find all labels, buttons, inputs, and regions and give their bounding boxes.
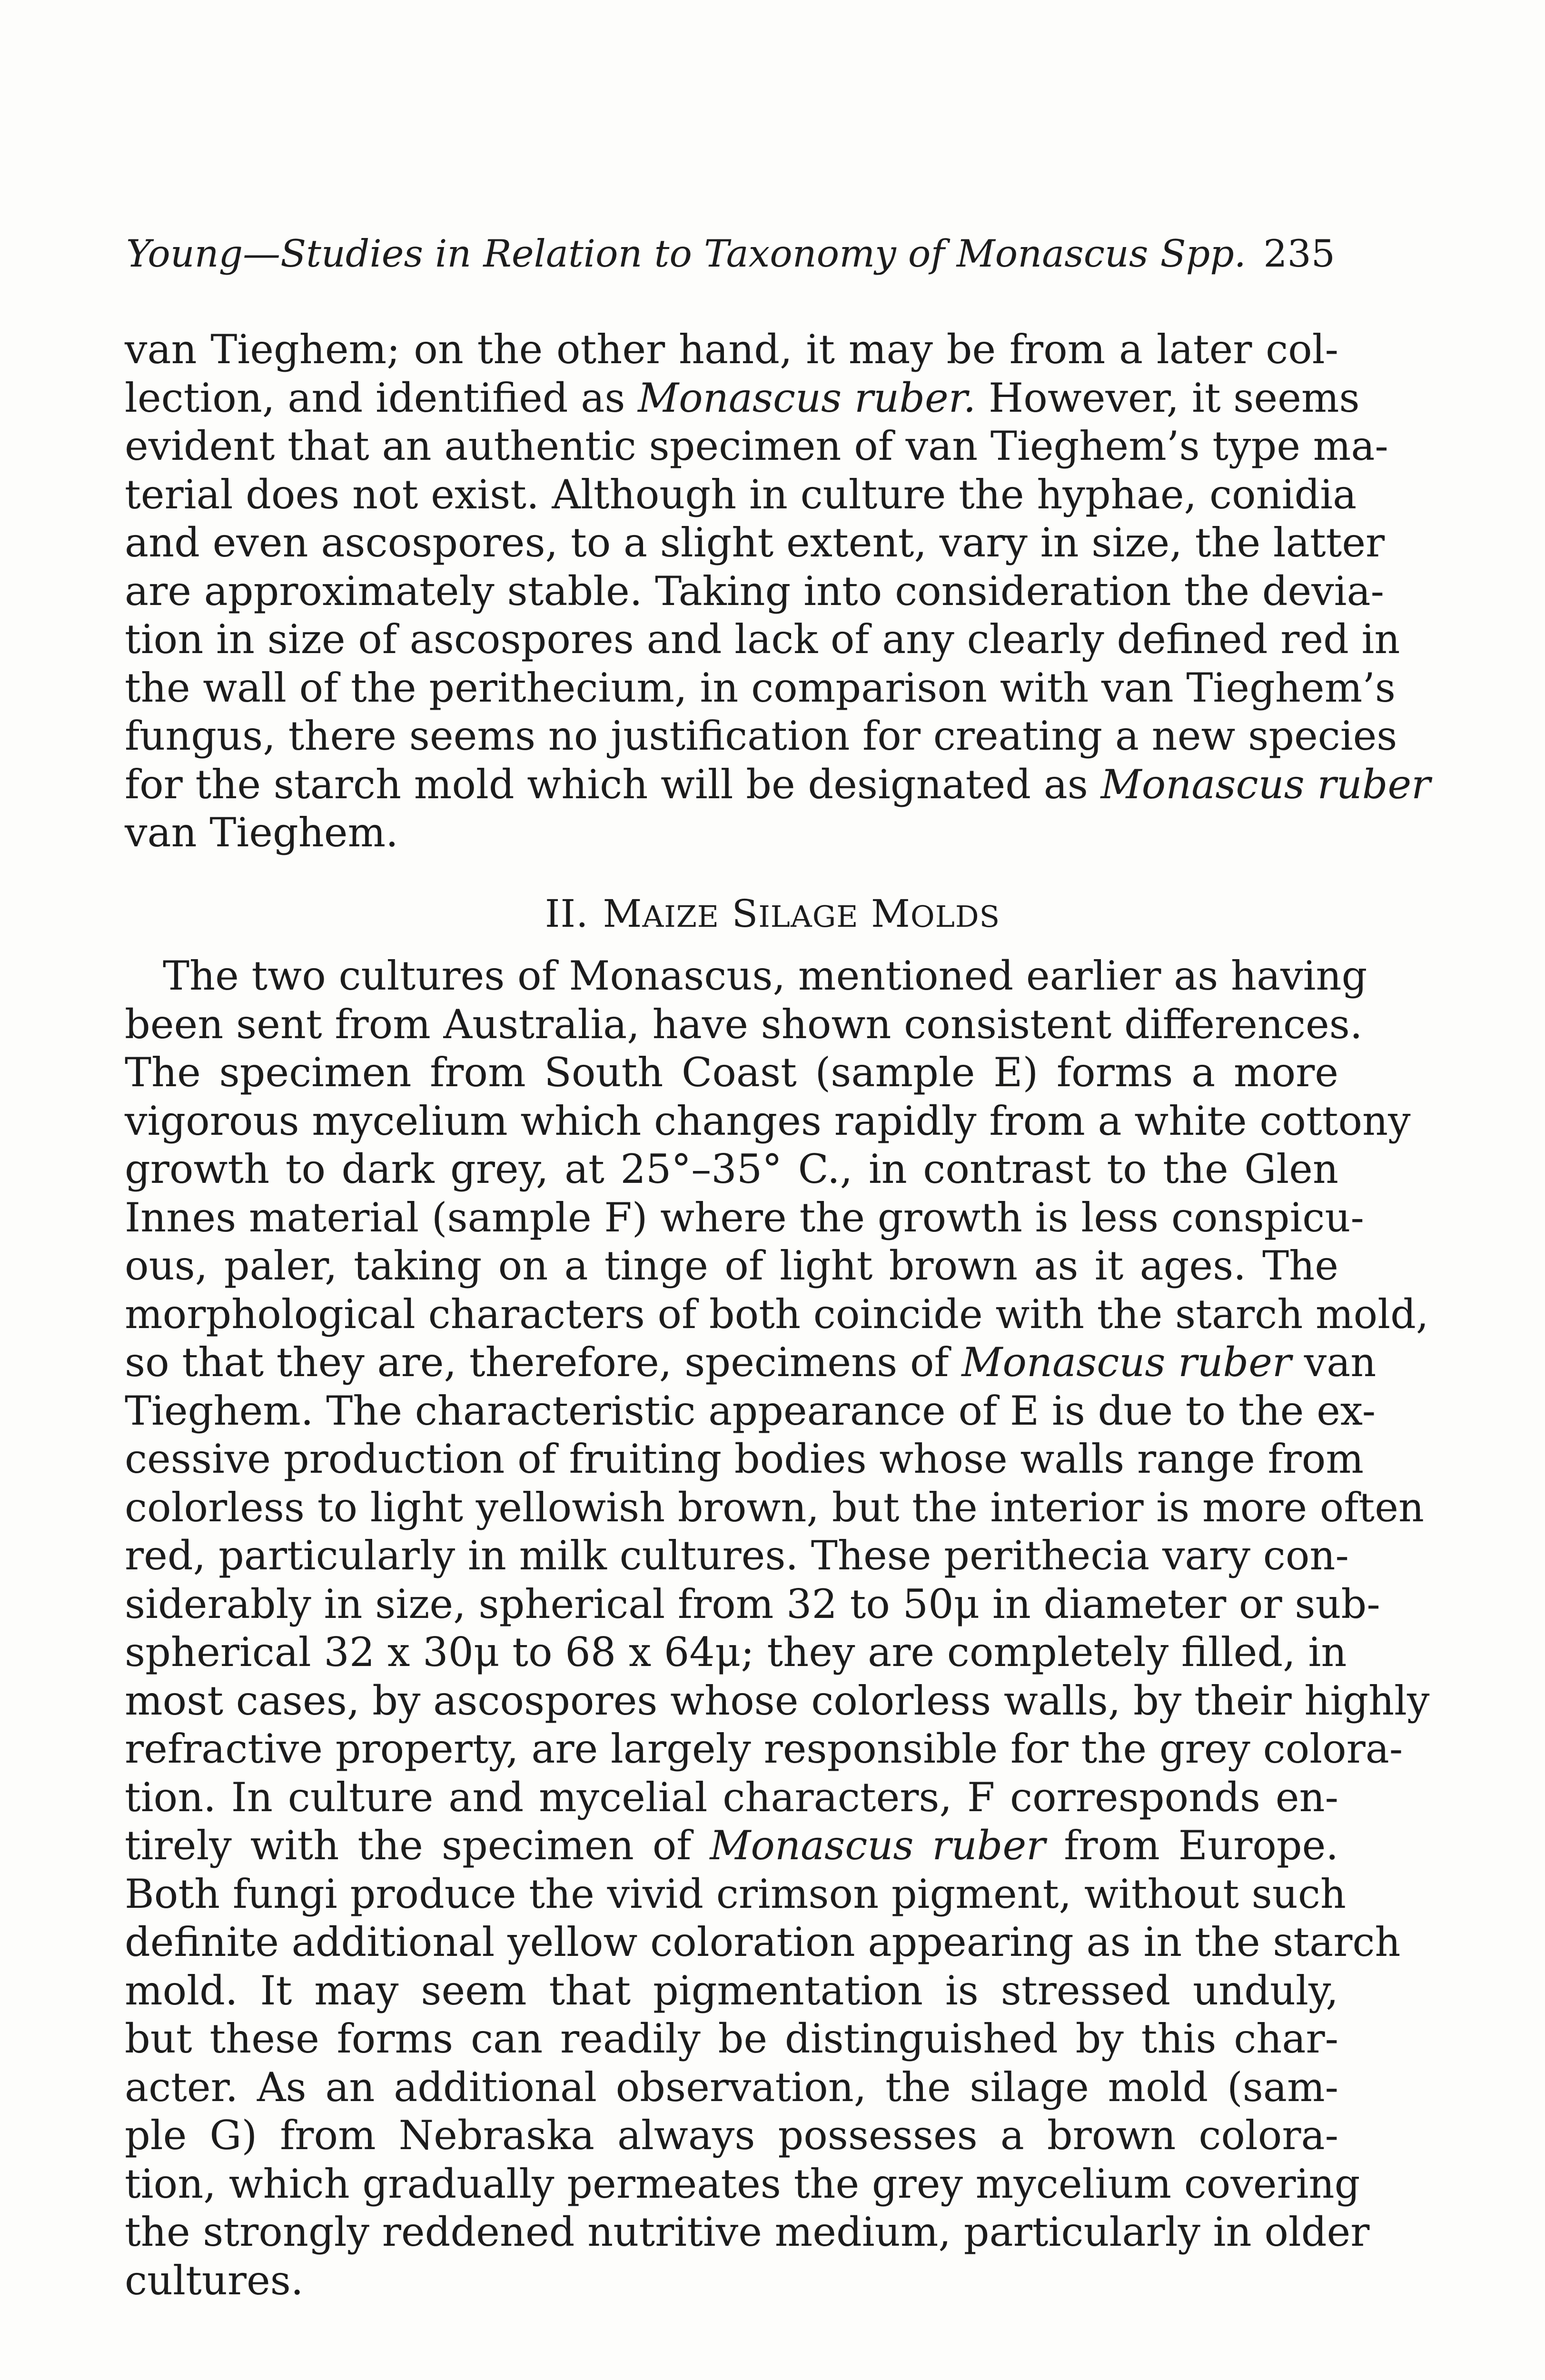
text-line <box>125 761 1431 809</box>
text-line <box>125 1774 1338 1822</box>
text-run: lection, and identified as <box>125 374 638 421</box>
text-line <box>125 664 1396 713</box>
text-line <box>125 1387 1376 1436</box>
text-run: spherical 32 x 30μ to 68 x 64μ; they are completely filled, in <box>125 1629 1347 1676</box>
text-line <box>125 374 1360 423</box>
text-run: tion in size of ascospores and lack of any clearly defined red in <box>125 616 1400 663</box>
section-heading <box>0 888 1545 943</box>
text-run: cultures. <box>125 2257 304 2304</box>
text-run: tion, which gradually permeates the grey mycelium covering <box>125 2160 1360 2207</box>
text-line <box>125 2160 1360 2209</box>
text-line <box>125 2015 1338 2063</box>
text-line <box>125 615 1400 664</box>
text-line <box>125 1967 1338 2015</box>
text-run: fungus, there seems no justification for creating a new species <box>125 713 1397 759</box>
text-run: evident that an authentic specimen of van Tieghem’s type ma- <box>125 423 1388 469</box>
text-run: most cases, by ascospores whose colorless walls, by their highly <box>125 1677 1430 1724</box>
text-run: morphological characters of both coincide with the starch mold, <box>125 1290 1429 1338</box>
text-run: ple G) from Nebraska always possesses a brown colora- <box>125 2112 1338 2159</box>
text-line <box>125 1677 1430 1726</box>
text-line <box>125 1049 1338 1097</box>
text-run: ous, paler, taking on a tinge of light brown as it ages. The <box>125 1242 1338 1289</box>
text-run: definite additional yellow coloration appearing as in the starch <box>125 1919 1401 1965</box>
text-line <box>125 1242 1338 1290</box>
text-run: siderably in size, spherical from 32 to 50μ in diameter or sub- <box>125 1580 1380 1627</box>
text-line <box>125 1918 1401 1967</box>
paragraph-2 <box>125 952 1430 2305</box>
text-run: red, particularly in milk cultures. These perithecia vary con- <box>125 1532 1349 1579</box>
text-run: and even ascospores, to a slight extent, vary in size, the latter <box>125 519 1385 566</box>
text-line <box>125 1194 1364 1242</box>
text-run: growth to dark grey, at 25°–35° C., in contrast to the Glen <box>125 1146 1338 1192</box>
text-line <box>125 1339 1377 1387</box>
text-line <box>125 712 1397 761</box>
text-run: refractive property, are largely responsible for the grey colora- <box>125 1726 1403 1772</box>
text-run: vigorous mycelium which changes rapidly from a white cottony <box>125 1097 1411 1144</box>
text-line <box>125 2063 1338 2112</box>
text-line <box>125 471 1357 519</box>
page-number: 235 <box>1263 232 1335 276</box>
running-head <box>126 228 1335 280</box>
italic-species-name: Monascus ruber <box>1100 761 1431 808</box>
section-title: MAIZE SILAGE MOLDS <box>603 892 1000 936</box>
text-run: Tieghem. The characteristic appearance of E is due to the ex- <box>125 1387 1376 1434</box>
text-run: van <box>1291 1339 1377 1386</box>
text-run: tirely with the specimen of <box>125 1822 710 1869</box>
text-line <box>125 1628 1347 1677</box>
text-run: from Europe. <box>1045 1822 1339 1869</box>
text-run: the strongly reddened nutritive medium, particularly in older <box>125 2209 1370 2255</box>
text-run: van Tieghem. <box>125 809 398 856</box>
text-line <box>125 1532 1349 1580</box>
running-head-title: Young—Studies in Relation to Taxonomy of Monascus Spp. <box>126 232 1246 276</box>
text-run: The two cultures of Monascus, mentioned earlier as having <box>163 952 1367 999</box>
text-line <box>125 326 1338 374</box>
text-line <box>125 422 1388 471</box>
text-run: are approximately stable. Taking into consideration the devia- <box>125 567 1384 615</box>
text-run: van Tieghem; on the other hand, it may be from a later col- <box>125 326 1338 373</box>
paragraph-1 <box>125 326 1431 857</box>
italic-species-name: Monascus ruber <box>961 1339 1292 1386</box>
text-run: terial does not exist. Although in culture the hyphae, conidia <box>125 471 1357 518</box>
text-line <box>125 1097 1411 1146</box>
text-run: the wall of the perithecium, in comparison with van Tieghem’s <box>125 664 1396 711</box>
section-number: II. <box>545 892 589 936</box>
text-run: colorless to light yellowish brown, but the interior is more often <box>125 1484 1424 1531</box>
text-line <box>125 2257 1338 2305</box>
text-line <box>125 1435 1364 1484</box>
text-run: so that they are, therefore, specimens of <box>125 1339 962 1386</box>
text-line <box>125 1290 1429 1339</box>
text-run: cessive production of fruiting bodies whose walls range from <box>125 1436 1364 1482</box>
text-run: tion. In culture and mycelial characters, F corresponds en- <box>125 1774 1338 1821</box>
text-run: but these forms can readily be distinguished by this char- <box>125 2015 1338 2062</box>
italic-species-name: Monascus ruber. <box>638 374 976 421</box>
text-run: The specimen from South Coast (sample E) forms a more <box>125 1049 1338 1096</box>
text-run: acter. As an additional observation, the silage mold (sam- <box>125 2063 1338 2111</box>
text-line <box>125 1001 1363 1049</box>
text-line <box>125 1725 1403 1774</box>
text-line <box>125 1822 1338 1870</box>
text-line <box>125 809 1338 857</box>
text-run: mold. It may seem that pigmentation is stressed unduly, <box>125 1967 1338 2014</box>
text-line <box>125 567 1384 616</box>
text-line <box>125 1870 1347 1919</box>
text-run: Both fungi produce the vivid crimson pigment, without such <box>125 1870 1347 1917</box>
text-run: However, it seems <box>976 374 1360 421</box>
text-line <box>125 1145 1338 1194</box>
text-line <box>125 952 1367 1001</box>
text-line <box>125 1484 1424 1532</box>
italic-species-name: Monascus ruber <box>710 1822 1046 1869</box>
text-line <box>125 2112 1338 2160</box>
text-line <box>125 1580 1380 1629</box>
text-run: Innes material (sample F) where the growth is less conspicu- <box>125 1194 1364 1241</box>
text-run: been sent from Australia, have shown consistent differences. <box>125 1001 1363 1048</box>
text-run: for the starch mold which will be designated as <box>125 761 1101 808</box>
text-line <box>125 519 1385 567</box>
text-line <box>125 2208 1370 2257</box>
